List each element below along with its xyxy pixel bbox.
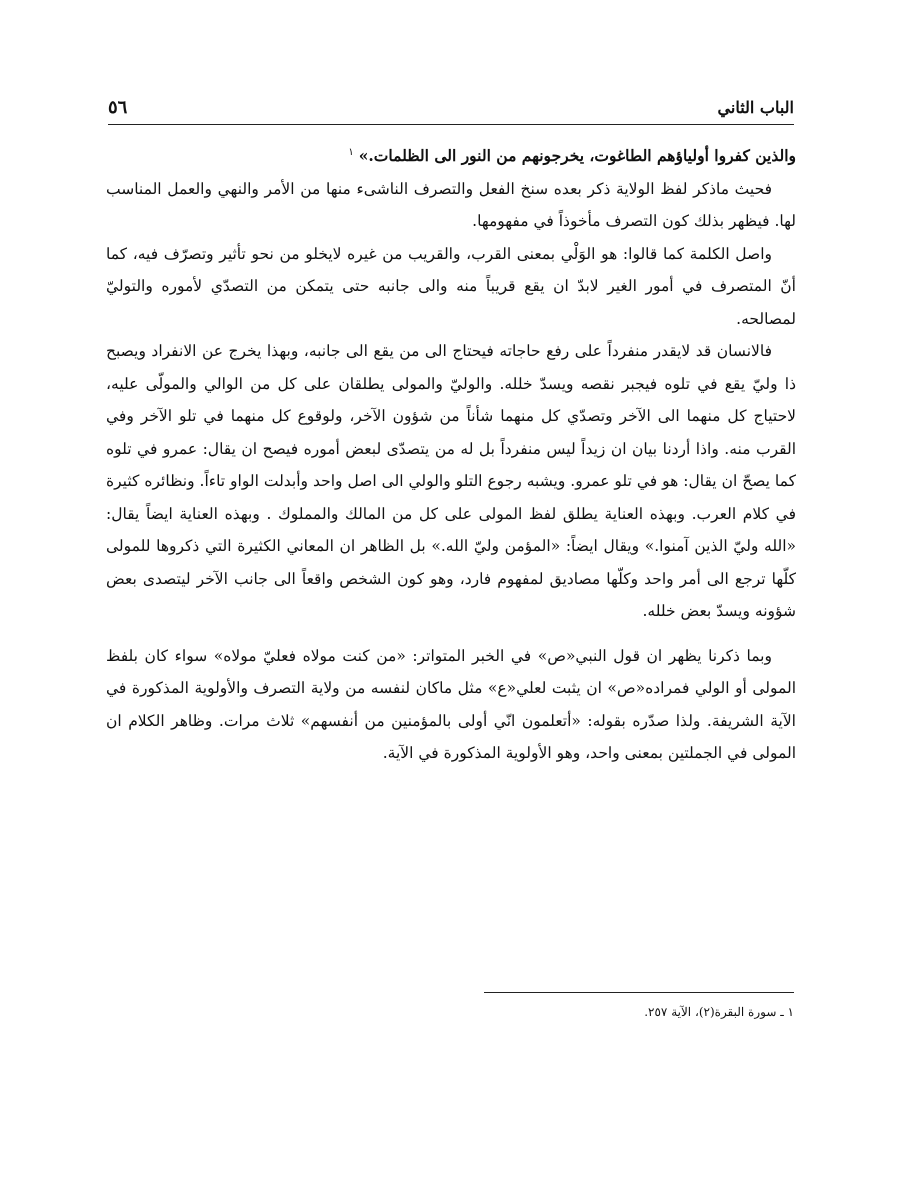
paragraph-2: واصل الكلمة كما قالوا: هو الوَلْي بمعنى القرب، والقريب من غيره لايخلو من نحو تأثير وتصرّف فيه، كما أنّ المتصرف في أمور الغير لابدّ ان يقع قريباً منه والى جانبه حتى يتمكن من التصدّي لأموره والتوليّ لمصالحه. [106,244,796,328]
page-header [108,92,794,122]
chapter-title: الباب الثاني [717,97,794,117]
page-number: ٥٦ [108,96,128,118]
footnote-marker: ١ [348,146,354,158]
verse-line [106,140,796,173]
paragraph-3: فالانسان قد لايقدر منفرداً على رفع حاجاته فيحتاج الى من يقع الى جانبه، وبهذا يخرج عن الانفراد ويصبح ذا وليّ يقع في تلوه فيجبر نقصه ويسدّ خلله. والوليّ والمولى يطلقان على كل من الوالي والمولّى عليه، لاحتياج كل منهما الى الآخر وتصدّي كل منهما شأناً من شؤون الآخر، ولوقوع كل منهما في تلو الآخر وفي القرب منه. واذا أردنا بيان ان زيداً ليس منفرداً بل له من يتصدّى لبعض أموره فيصح ان يقال: عمرو في تلوه كما يصحّ ان يقال: هو في تلو عمرو. ويشبه رجوع التلو والولي الى اصل واحد وأبدلت الواو تاءاً. ونظائره كثيرة في كلام العرب. وبهذه العناية يطلق لفظ المولى على كل من المالك والمملوك . وبهذه العناية ايضاً يقال: «الله وليّ الذين آمنوا.» ويقال ايضاً: «المؤمن وليّ الله.» بل الظاهر ان المعاني الكثيرة التي ذكروها للمولى كلّها ترجع الى أمر واحد وكلّها مصاديق لمفهوم فارد، وهو كون الشخص واقعاً الى جانب الآخر ليتصدى بعض شؤونه ويسدّ بعض خلله. [106,342,796,620]
quran-verse: والذين كفروا أولياؤهم الطاغوت، يخرجونهم من النور الى الظلمات.» [358,146,796,165]
paragraph-4: وبما ذكرنا يظهر ان قول النبي«ص» في الخبر المتواتر: «من كنت مولاه فعليّ مولاه» سواء كان بلفظ المولى أو الولي فمراده«ص» ان يثبت لعلي«ع» مثل ماكان لنفسه من ولاية التصرف والأولوية المذكورة في الآية الشريفة. ولذا صدّره بقوله: «أتعلمون انّي أولى بالمؤمنين من أنفسهم» ثلاث مرات. وظاهر الكلام ان المولى في الجملتين بمعنى واحد، وهو الأولوية المذكورة في الآية. [106,646,796,762]
main-text [106,140,796,980]
footnote-divider [484,992,794,993]
header-divider [108,124,794,125]
paragraph-1: فحيث ماذكر لفظ الولاية ذكر بعده سنخ الفعل والتصرف الناشىء منها من الأمر والنهي والعمل المناسب لها. فيظهر بذلك كون التصرف مأخوذاً في مفهومها. [106,179,796,230]
footnote: ١ ـ سورة البقرة(٢)، الآية ٢٥٧. [644,1005,794,1019]
